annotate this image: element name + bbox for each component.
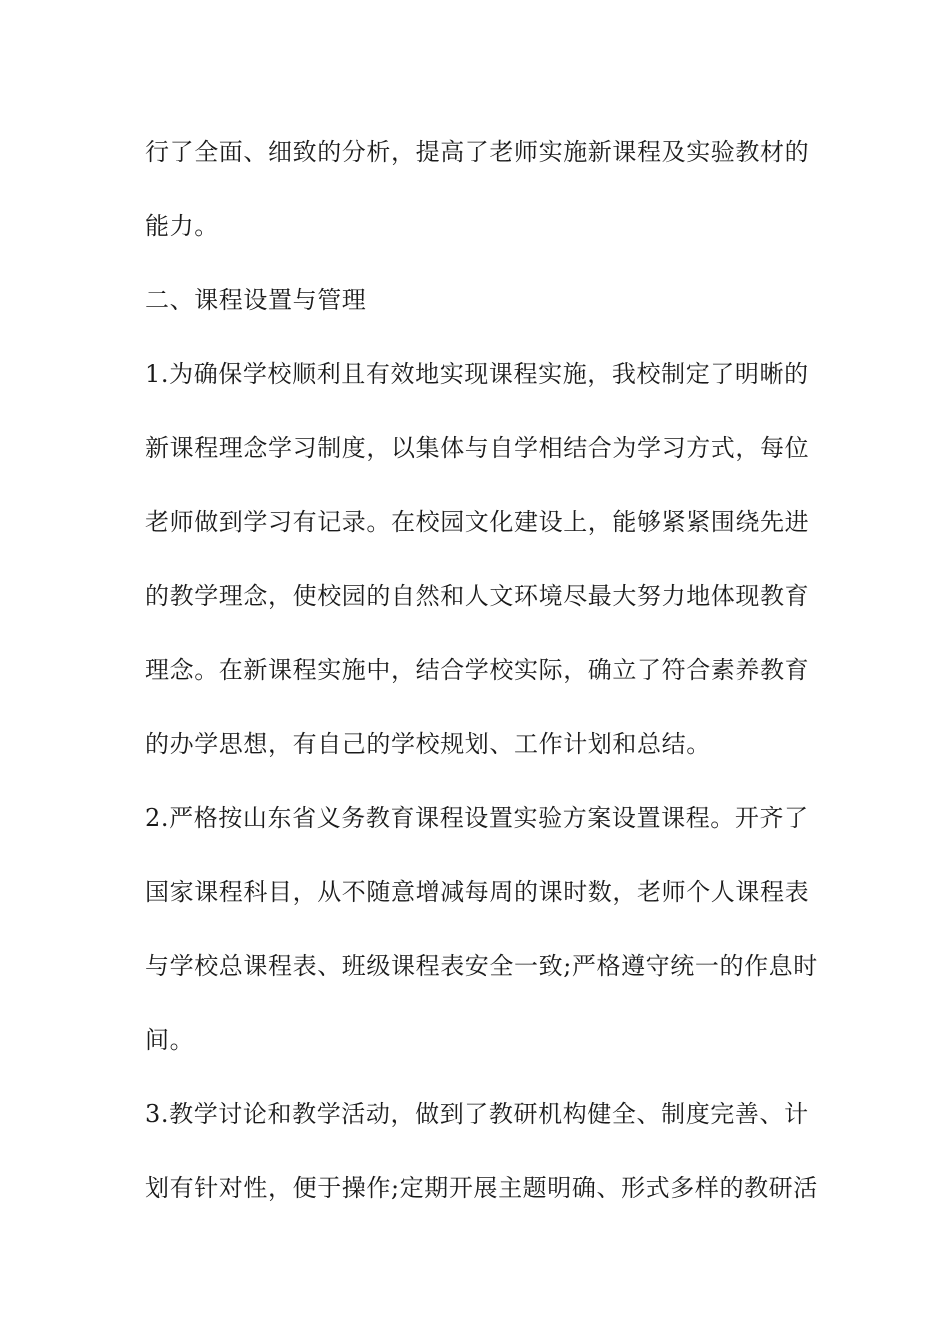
text-line: 1.为确保学校顺利且有效地实现课程实施，我校制定了明晰的 bbox=[145, 360, 809, 388]
text-line: 老师做到学习有记录。在校园文化建设上，能够紧紧围绕先进 bbox=[145, 508, 810, 536]
text-line: 的办学思想，有自己的学校规划、工作计划和总结。 bbox=[145, 730, 711, 758]
text-line: 新课程理念学习制度，以集体与自学相结合为学习方式，每位 bbox=[145, 434, 810, 462]
text-line: 与学校总课程表、班级课程表安全一致;严格遵守统一的作息时 bbox=[145, 952, 818, 980]
section-heading: 二、课程设置与管理 bbox=[145, 286, 367, 314]
text-line: 行了全面、细致的分析，提高了老师实施新课程及实验教材的 bbox=[145, 138, 810, 166]
text-line: 划有针对性，便于操作;定期开展主题明确、形式多样的教研活 bbox=[145, 1174, 818, 1202]
text-line: 间。 bbox=[145, 1026, 195, 1054]
text-line: 理念。在新课程实施中，结合学校实际，确立了符合素养教育 bbox=[145, 656, 810, 684]
text-line: 国家课程科目，从不随意增减每周的课时数，老师个人课程表 bbox=[145, 878, 810, 906]
text-line: 3.教学讨论和教学活动，做到了教研机构健全、制度完善、计 bbox=[145, 1100, 809, 1128]
text-line: 的教学理念，使校园的自然和人文环境尽最大努力地体现教育 bbox=[145, 582, 810, 610]
text-line: 2.严格按山东省义务教育课程设置实验方案设置课程。开齐了 bbox=[145, 804, 809, 832]
text-line: 能力。 bbox=[145, 212, 219, 240]
